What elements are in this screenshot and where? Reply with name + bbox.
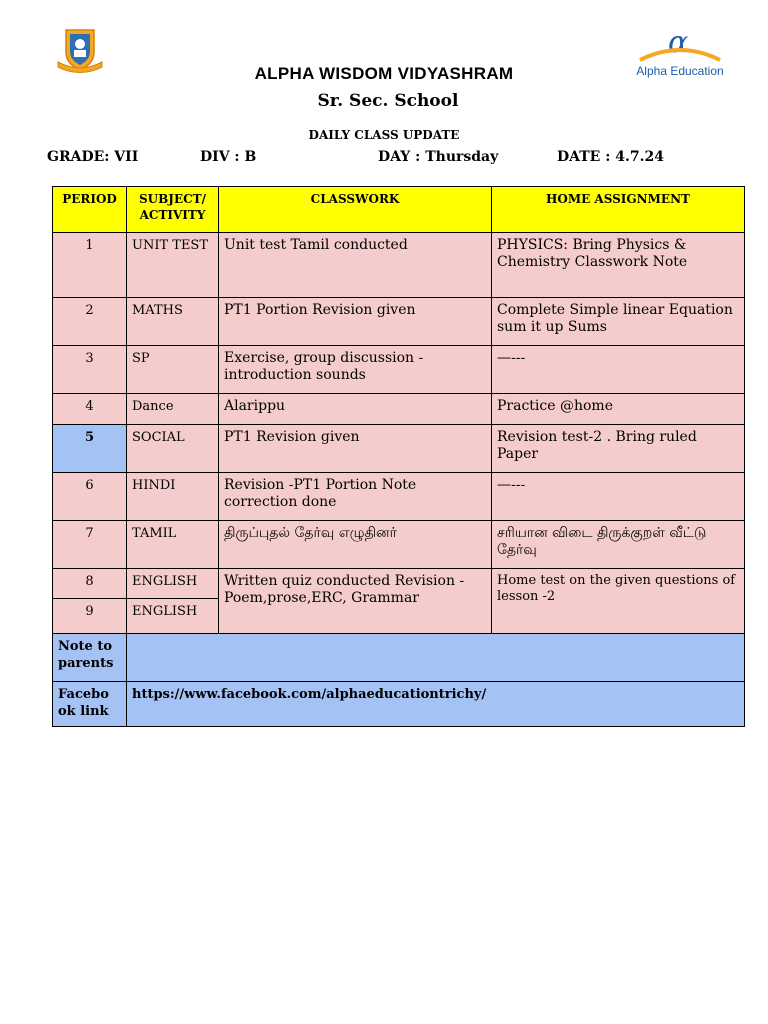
period-cell: 4 [53, 394, 127, 425]
day-label: DAY : Thursday [378, 149, 499, 165]
date-label: DATE : 4.7.24 [557, 149, 664, 165]
period-cell-highlighted: 5 [53, 425, 127, 473]
facebook-link[interactable]: https://www.facebook.com/alphaeducationtrichy/ [127, 682, 745, 727]
subject-cell: MATHS [127, 298, 219, 346]
home-assignment-cell: Practice @home [492, 394, 745, 425]
home-assignment-cell: —--- [492, 473, 745, 521]
class-update-table [52, 186, 745, 727]
classwork-cell: PT1 Portion Revision given [219, 298, 492, 346]
subject-cell: Dance [127, 394, 219, 425]
period-cell: 6 [53, 473, 127, 521]
table-header-row [53, 187, 745, 233]
note-to-parents-value [127, 634, 745, 682]
classwork-cell: திருப்புதல் தேர்வு எழுதினர் [219, 521, 492, 569]
period-cell: 8 [53, 569, 127, 599]
note-to-parents-row [53, 634, 745, 682]
home-assignment-cell: Home test on the given questions of lesson -2 [492, 569, 745, 634]
table-row [53, 569, 745, 599]
facebook-link-row [53, 682, 745, 727]
table-row [53, 233, 745, 298]
classwork-cell: Exercise, group discussion -introduction sounds [219, 346, 492, 394]
period-cell: 7 [53, 521, 127, 569]
subject-cell: TAMIL [127, 521, 219, 569]
subject-cell: SP [127, 346, 219, 394]
classwork-cell: Alarippu [219, 394, 492, 425]
table-row [53, 521, 745, 569]
classwork-cell: Unit test Tamil conducted [219, 233, 492, 298]
alpha-symbol-icon [634, 26, 726, 66]
subject-cell: SOCIAL [127, 425, 219, 473]
table-row [53, 298, 745, 346]
subject-cell: ENGLISH [127, 569, 219, 599]
subject-cell: ENGLISH [127, 599, 219, 634]
svg-text:α: α [668, 26, 689, 60]
school-name: ALPHA WISDOM VIDYASHRAM [254, 64, 514, 83]
column-header-subject: SUBJECT/ ACTIVITY [127, 187, 219, 233]
home-assignment-cell: PHYSICS: Bring Physics & Chemistry Classwork Note [492, 233, 745, 298]
column-header-classwork: CLASSWORK [219, 187, 492, 233]
subject-cell: HINDI [127, 473, 219, 521]
table-row [53, 346, 745, 394]
period-cell: 2 [53, 298, 127, 346]
column-header-period: PERIOD [53, 187, 127, 233]
table-row [53, 394, 745, 425]
table-row [53, 425, 745, 473]
period-cell: 3 [53, 346, 127, 394]
note-to-parents-label: Note to parents [53, 634, 127, 682]
column-header-home-assignment: HOME ASSIGNMENT [492, 187, 745, 233]
brand-name: Alpha Education [636, 64, 724, 78]
home-assignment-cell: Complete Simple linear Equation sum it up Sums [492, 298, 745, 346]
grade-label: GRADE: VII [47, 149, 139, 165]
classwork-cell: PT1 Revision given [219, 425, 492, 473]
table-row [53, 473, 745, 521]
subject-cell: UNIT TEST [127, 233, 219, 298]
school-subtitle: Sr. Sec. School [317, 91, 459, 111]
facebook-link-label: Facebo ok link [53, 682, 127, 727]
period-cell: 1 [53, 233, 127, 298]
classwork-cell: Revision -PT1 Portion Note correction done [219, 473, 492, 521]
classwork-cell: Written quiz conducted Revision -Poem,prose,ERC, Grammar [219, 569, 492, 634]
update-title: DAILY CLASS UPDATE [308, 128, 460, 142]
period-cell: 9 [53, 599, 127, 634]
home-assignment-cell: Revision test-2 . Bring ruled Paper [492, 425, 745, 473]
home-assignment-cell: சரியான விடை திருக்குறள் வீட்டு தேர்வு [492, 521, 745, 569]
div-label: DIV : B [200, 149, 257, 165]
home-assignment-cell: —--- [492, 346, 745, 394]
